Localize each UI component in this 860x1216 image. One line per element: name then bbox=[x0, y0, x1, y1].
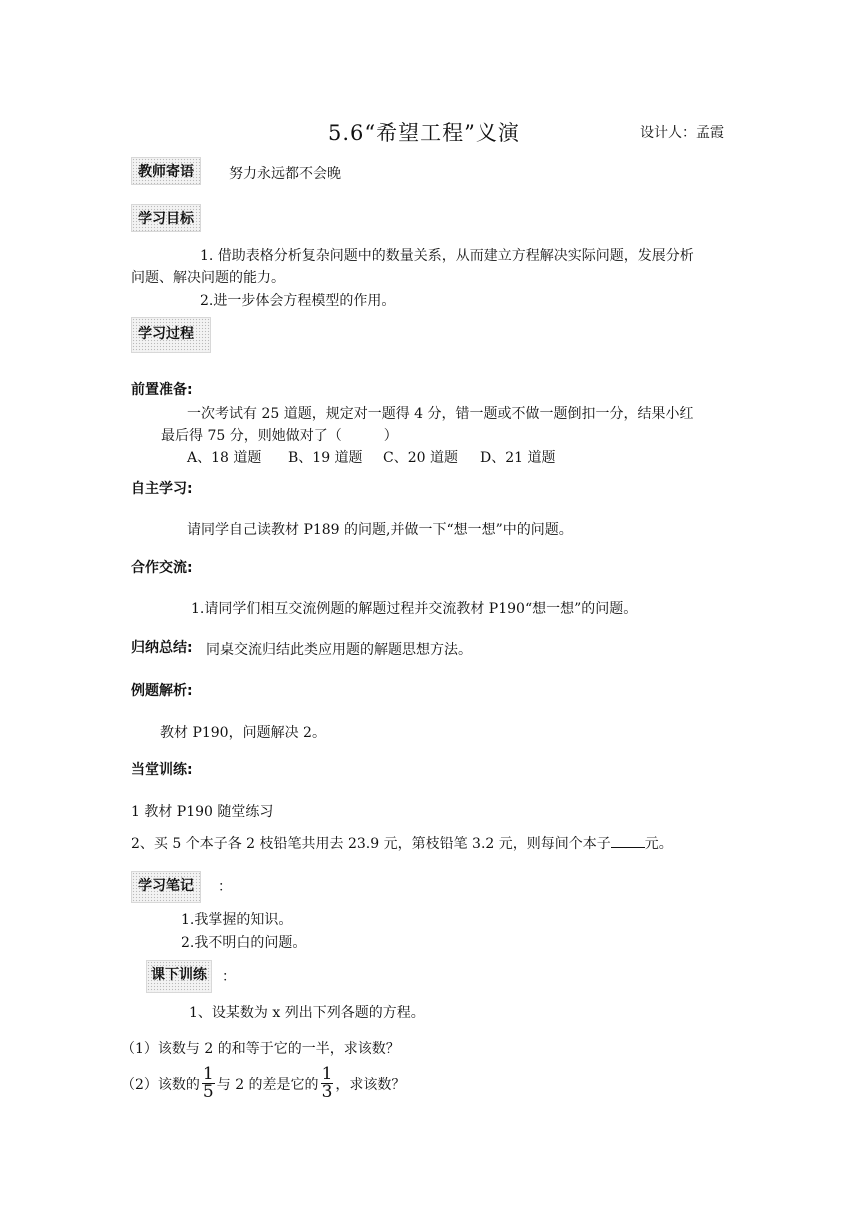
cooperation-text: 1.请同学们相互交流例题的解题过程并交流教材 P190“想一想”的问题。 bbox=[191, 601, 638, 617]
goal-item-2: 2.进一步体会方程模型的作用。 bbox=[200, 293, 396, 309]
preparation-question-line-1: 一次考试有 25 道题，规定对一题得 4 分，错一题或不做一题倒扣一分，结果小红 bbox=[187, 406, 694, 422]
homework-question-1: （1）该数与 2 的和等于它的一半，求该数？ bbox=[121, 1041, 400, 1057]
fraction-one-fifth bbox=[202, 1066, 215, 1101]
summary-heading-colon: : bbox=[187, 640, 193, 656]
in-class-item-2-text: 2、买 5 个本子各 2 枝铅笔共用去 23.9 元，第枝铅笔 3.2 元，则每间个本子 bbox=[131, 836, 611, 852]
fraction-2-numerator: 1 bbox=[321, 1064, 333, 1084]
in-class-item-1: 1 教材 P190 随堂练习 bbox=[131, 804, 274, 820]
fraction-1-numerator: 1 bbox=[202, 1064, 214, 1084]
study-notes-label: 学习笔记 bbox=[131, 871, 201, 903]
notes-item-2: 2.我不明白的问题。 bbox=[181, 935, 307, 951]
option-c: C、20 道题 bbox=[383, 450, 458, 466]
learning-process-label: 学习过程 bbox=[131, 317, 211, 353]
option-a: A、18 道题 bbox=[187, 450, 262, 466]
fraction-2-denominator: 3 bbox=[321, 1082, 333, 1102]
designer-credit: 设计人：孟霞 bbox=[640, 125, 724, 141]
fraction-1-denominator: 5 bbox=[202, 1082, 214, 1102]
example-heading-colon: : bbox=[187, 683, 193, 699]
page-title: 5.6“希望工程”义演 bbox=[328, 121, 520, 145]
in-class-heading-colon: : bbox=[187, 762, 193, 778]
self-study-heading bbox=[131, 478, 193, 498]
cooperation-heading-text: 合作交流 bbox=[131, 560, 187, 576]
in-class-item-2 bbox=[131, 833, 673, 853]
homework-question-2 bbox=[121, 1066, 405, 1101]
homework-colon: ： bbox=[222, 969, 236, 985]
fraction-one-third bbox=[321, 1066, 334, 1101]
preparation-heading bbox=[131, 379, 193, 399]
question-2-part-3: ，求该数？ bbox=[335, 1076, 406, 1093]
self-study-heading-text: 自主学习 bbox=[131, 481, 187, 497]
homework-label: 课下训练 bbox=[146, 960, 212, 993]
notes-item-1: 1.我掌握的知识。 bbox=[181, 912, 293, 928]
homework-intro: 1、设某数为 x 列出下列各题的方程。 bbox=[189, 1005, 425, 1021]
summary-heading-text: 归纳总结 bbox=[131, 640, 187, 656]
self-study-heading-colon: : bbox=[187, 481, 193, 497]
teacher-message-text: 努力永远都不会晚 bbox=[229, 166, 341, 182]
answer-blank bbox=[611, 833, 645, 848]
cooperation-heading bbox=[131, 557, 193, 577]
summary-heading bbox=[131, 637, 193, 657]
preparation-heading-text: 前置准备 bbox=[131, 382, 187, 398]
in-class-heading-text: 当堂训练 bbox=[131, 762, 187, 778]
example-heading bbox=[131, 680, 193, 700]
learning-goals-label: 学习目标 bbox=[131, 204, 201, 232]
teacher-message-label: 教师寄语 bbox=[131, 157, 201, 185]
option-d: D、21 道题 bbox=[480, 450, 556, 466]
preparation-question-line-2: 最后得 75 分，则她做对了（ ） bbox=[161, 428, 398, 444]
goal-item-1-line-1: 1. 借助表格分析复杂问题中的数量关系，从而建立方程解决实际问题，发展分析 bbox=[200, 248, 694, 264]
cooperation-heading-colon: : bbox=[187, 560, 193, 576]
self-study-text: 请同学自己读教材 P189 的问题,并做一下“想一想”中的问题。 bbox=[187, 522, 573, 538]
question-2-part-1: （2）该数的 bbox=[121, 1076, 200, 1093]
in-class-heading bbox=[131, 759, 193, 779]
example-heading-text: 例题解析 bbox=[131, 683, 187, 699]
study-notes-colon: ： bbox=[218, 879, 232, 895]
preparation-heading-colon: : bbox=[187, 382, 193, 398]
question-2-part-2: 与 2 的差是它的 bbox=[216, 1076, 319, 1093]
summary-text: 同桌交流归结此类应用题的解题思想方法。 bbox=[206, 642, 472, 658]
option-b: B、19 道题 bbox=[288, 450, 363, 466]
goal-item-1-line-2: 问题、解决问题的能力。 bbox=[131, 270, 285, 286]
example-text: 教材 P190，问题解决 2。 bbox=[160, 725, 326, 741]
in-class-item-2-unit: 元。 bbox=[644, 836, 673, 852]
